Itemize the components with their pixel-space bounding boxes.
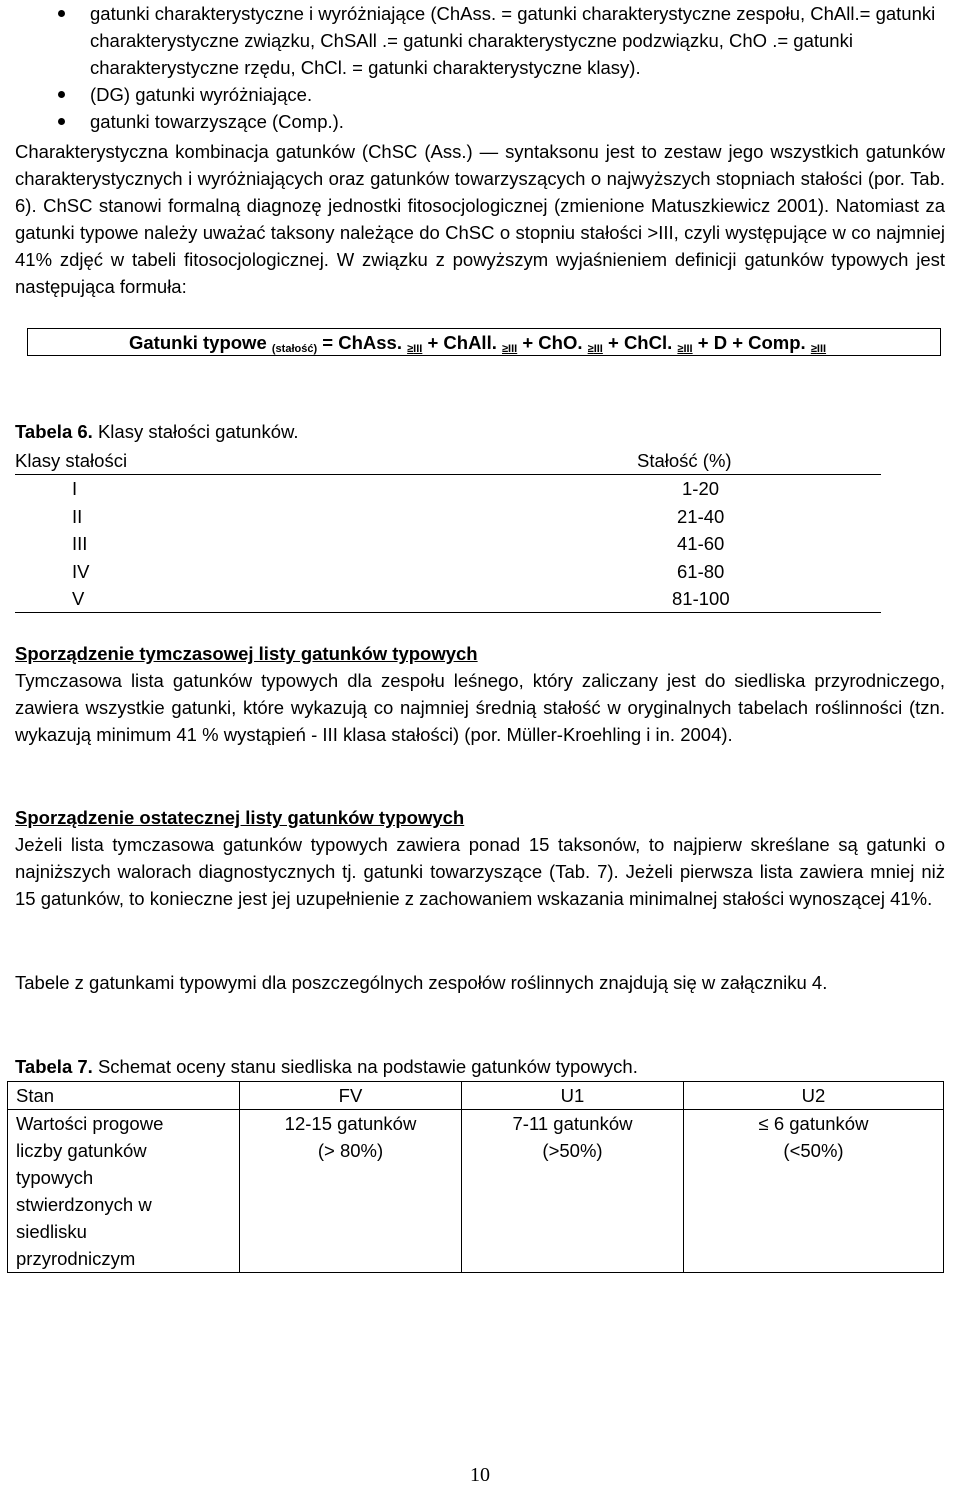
u2-cell: ≤ 6 gatunków (<50%) <box>684 1110 944 1273</box>
formula-threshold: ≥III <box>407 343 423 355</box>
formula-term: + ChCl. <box>608 332 673 353</box>
table-row <box>8 1110 944 1273</box>
table6-caption: Tabela 6. Klasy stałości gatunków. <box>15 421 299 442</box>
table7-header: FV <box>240 1082 462 1110</box>
final-list-section <box>15 804 945 912</box>
document-page <box>15 0 945 135</box>
temporary-list-section <box>15 640 945 748</box>
constancy-classes-table <box>15 447 881 613</box>
bullet-item: (DG) gatunki wyróżniające. <box>15 81 945 108</box>
formula-lead: Gatunki typowe <box>129 332 267 353</box>
section-heading: Sporządzenie ostatecznej listy gatunków typowych <box>15 807 465 828</box>
formula-threshold: ≥III <box>810 343 827 355</box>
threshold-label: Wartości progowe liczby gatunków typowych stwierdzonych w siedlisku przyrodniczym <box>8 1110 240 1273</box>
page-number: 10 <box>470 1464 490 1486</box>
bullet-item: gatunki towarzyszące (Comp.). <box>15 108 945 135</box>
table7-caption: Tabela 7. Schemat oceny stanu siedliska na podstawie gatunków typowych. <box>15 1056 638 1077</box>
category-bullet-list <box>15 0 945 135</box>
formula-term: + D + Comp. <box>697 332 806 353</box>
table7-header: Stan <box>8 1082 240 1110</box>
table6-header-class: Klasy stałości <box>15 447 637 475</box>
chsc-definition-paragraph: Charakterystyczna kombinacja gatunków (ChSC (Ass.) — syntaksonu jest to zestaw jego wszystkich gatunków charakterystycznych i wyróżniających oraz gatunków towarzyszących o najwyższych stopniach stałości (por. Tab. 6). ChSC stanowi formalną diagnozę jednostki fitosocjologicznej (zmienione Matuszkiewicz 2001). Natomiast za gatunki typowe należy uważać taksony należące do ChSC o stopniu stałości >III, czyli występujące w co najmniej 41% zdjęć w tabeli fitosocjologicznej. W związku z powyższym wyjaśnieniem definicji gatunków typowych jest następująca formuła: <box>15 141 945 297</box>
formula-term: = ChAss. <box>322 332 402 353</box>
table7-header: U2 <box>684 1082 944 1110</box>
formula-threshold: ≥III <box>677 343 693 355</box>
annex-paragraph: Tabele z gatunkami typowymi dla poszczególnych zespołów roślinnych znajdują się w załączniku 4. <box>15 972 828 993</box>
table7-header: U1 <box>462 1082 684 1110</box>
formula-term: + ChO. <box>522 332 583 353</box>
u1-cell: 7-11 gatunków (>50%) <box>462 1110 684 1273</box>
section-text: Tymczasowa lista gatunków typowych dla zespołu leśnego, który zaliczany jest do siedliska przyrodniczego, zawiera wszystkie gatunki, które wykazują co najmniej średnią stałość w oryginalnych tabelach roślinności (tzn. wykazują minimum 41 % wystąpień - III klasa stałości) (por. Müller-Kroehling i in. 2004). <box>15 670 945 745</box>
section-text: Jeżeli lista tymczasowa gatunków typowych zawiera ponad 15 taksonów, to najpierw skreślane są gatunki o najniższych walorach diagnostycznych tj. gatunki towarzyszące (Tab. 7). Jeżeli pierwsza lista zawiera mniej niż 15 gatunków, to konieczne jest jej uzupełnienie z zachowaniem wskazania minimalnej stałości wynoszącej 41%. <box>15 834 945 909</box>
formula-threshold: ≥III <box>502 343 518 355</box>
table6-header-constancy: Stałość (%) <box>637 447 881 475</box>
table-row: I 1-20 <box>72 478 720 500</box>
table-row: V 81-100 <box>15 585 881 613</box>
section-heading: Sporządzenie tymczasowej listy gatunków typowych <box>15 643 478 664</box>
table-row: III 41-60 <box>72 533 725 555</box>
formula-threshold: ≥III <box>587 343 603 355</box>
habitat-assessment-table <box>7 1081 944 1273</box>
table-row: IV 61-80 <box>72 560 725 582</box>
formula-subscript: (stałość) <box>271 343 318 355</box>
table-row: II 21-40 <box>72 505 725 527</box>
bullet-item: gatunki charakterystyczne i wyróżniające (ChAss. = gatunki charakterystyczne zespołu, ChAll.= gatunki charakterystyczne związku, ChSAll .= gatunki charakterystyczne podzwiązku, ChO .= gatunki charakterystyczne rzędu, ChCl. = gatunki charakterystyczne klasy). <box>15 0 945 81</box>
fv-cell: 12-15 gatunków (> 80%) <box>240 1110 462 1273</box>
formula-term: + ChAll. <box>427 332 497 353</box>
typical-species-formula <box>27 328 941 356</box>
